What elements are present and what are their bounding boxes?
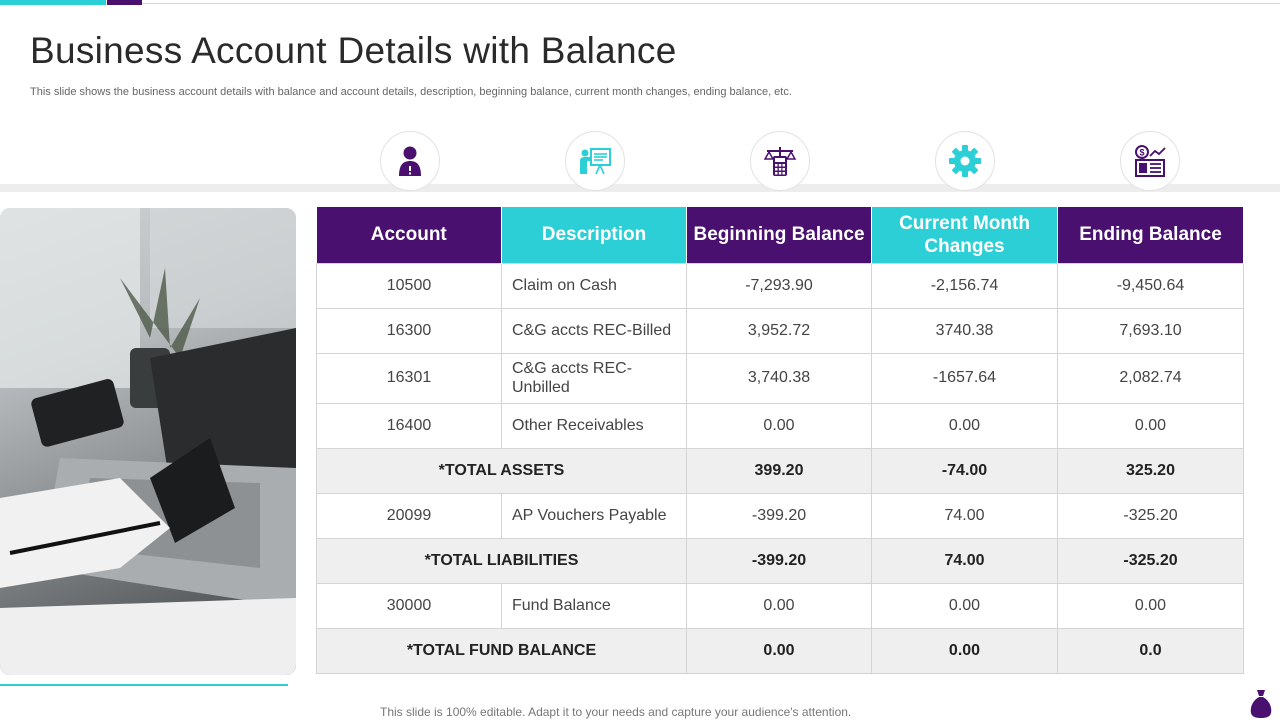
page-title: Business Account Details with Balance [30,30,677,71]
account-cell: 16300 [317,308,502,353]
ending-cell: -325.20 [1058,493,1244,538]
header-ending-balance: Ending Balance [1058,207,1244,263]
beginning-cell: 3,952.72 [687,308,872,353]
table-row [317,493,1244,538]
footer-note: This slide is 100% editable. Adapt it to your needs and capture your audience's attention. [380,705,852,719]
change-cell: 74.00 [872,493,1058,538]
description-cell: C&G accts REC-Billed [502,308,687,353]
change-cell: 0.00 [872,583,1058,628]
gear-icon [935,131,995,191]
account-cell: 16301 [317,353,502,403]
description-cell: Other Receivables [502,403,687,448]
person-alert-icon [380,131,440,191]
table-row [317,353,1244,403]
ending-cell: 2,082.74 [1058,353,1244,403]
total-row [317,448,1244,493]
total-label: *TOTAL ASSETS [317,448,687,493]
header-beginning-balance: Beginning Balance [687,207,872,263]
ending-cell: 0.00 [1058,403,1244,448]
account-cell: 30000 [317,583,502,628]
account-cell: 10500 [317,263,502,308]
description-cell: Claim on Cash [502,263,687,308]
description-cell: Fund Balance [502,583,687,628]
finance-report-icon [1120,131,1180,191]
header-current-month-changes: Current Month Changes [872,207,1058,263]
ending-cell: -325.20 [1058,538,1244,583]
account-cell: 20099 [317,493,502,538]
change-cell: 3740.38 [872,308,1058,353]
table-header-row [317,207,1244,263]
total-label: *TOTAL FUND BALANCE [317,628,687,673]
ending-cell: 325.20 [1058,448,1244,493]
beginning-cell: -399.20 [687,538,872,583]
office-photo [0,208,296,675]
beginning-cell: 0.00 [687,403,872,448]
beginning-cell: -7,293.90 [687,263,872,308]
account-table [316,207,1244,674]
total-label: *TOTAL LIABILITIES [317,538,687,583]
presentation-icon [565,131,625,191]
header-account: Account [317,207,502,263]
beginning-cell: 0.00 [687,628,872,673]
money-bag-icon [1250,688,1272,718]
description-cell: C&G accts REC-Unbilled [502,353,687,403]
change-cell: -1657.64 [872,353,1058,403]
ending-cell: -9,450.64 [1058,263,1244,308]
change-cell: 74.00 [872,538,1058,583]
description-cell: AP Vouchers Payable [502,493,687,538]
beginning-cell: 3,740.38 [687,353,872,403]
account-cell: 16400 [317,403,502,448]
beginning-cell: -399.20 [687,493,872,538]
beginning-cell: 0.00 [687,583,872,628]
table-row [317,263,1244,308]
change-cell: -2,156.74 [872,263,1058,308]
beginning-cell: 399.20 [687,448,872,493]
header-description: Description [502,207,687,263]
top-rule [142,3,1280,4]
table-row [317,583,1244,628]
top-accent-teal [0,0,106,5]
ending-cell: 7,693.10 [1058,308,1244,353]
top-accent-purple [107,0,142,5]
total-row [317,538,1244,583]
change-cell: 0.00 [872,403,1058,448]
change-cell: 0.00 [872,628,1058,673]
svg-text:$: $ [1139,147,1145,158]
icon-band [0,184,1280,192]
page-subtitle: This slide shows the business account details with balance and account details, description, beginning balance, current month changes, ending balance, etc. [30,86,792,98]
total-row [317,628,1244,673]
ending-cell: 0.0 [1058,628,1244,673]
table-row [317,403,1244,448]
balance-calculator-icon [750,131,810,191]
table-row [317,308,1244,353]
photo-underline [0,684,288,686]
change-cell: -74.00 [872,448,1058,493]
ending-cell: 0.00 [1058,583,1244,628]
